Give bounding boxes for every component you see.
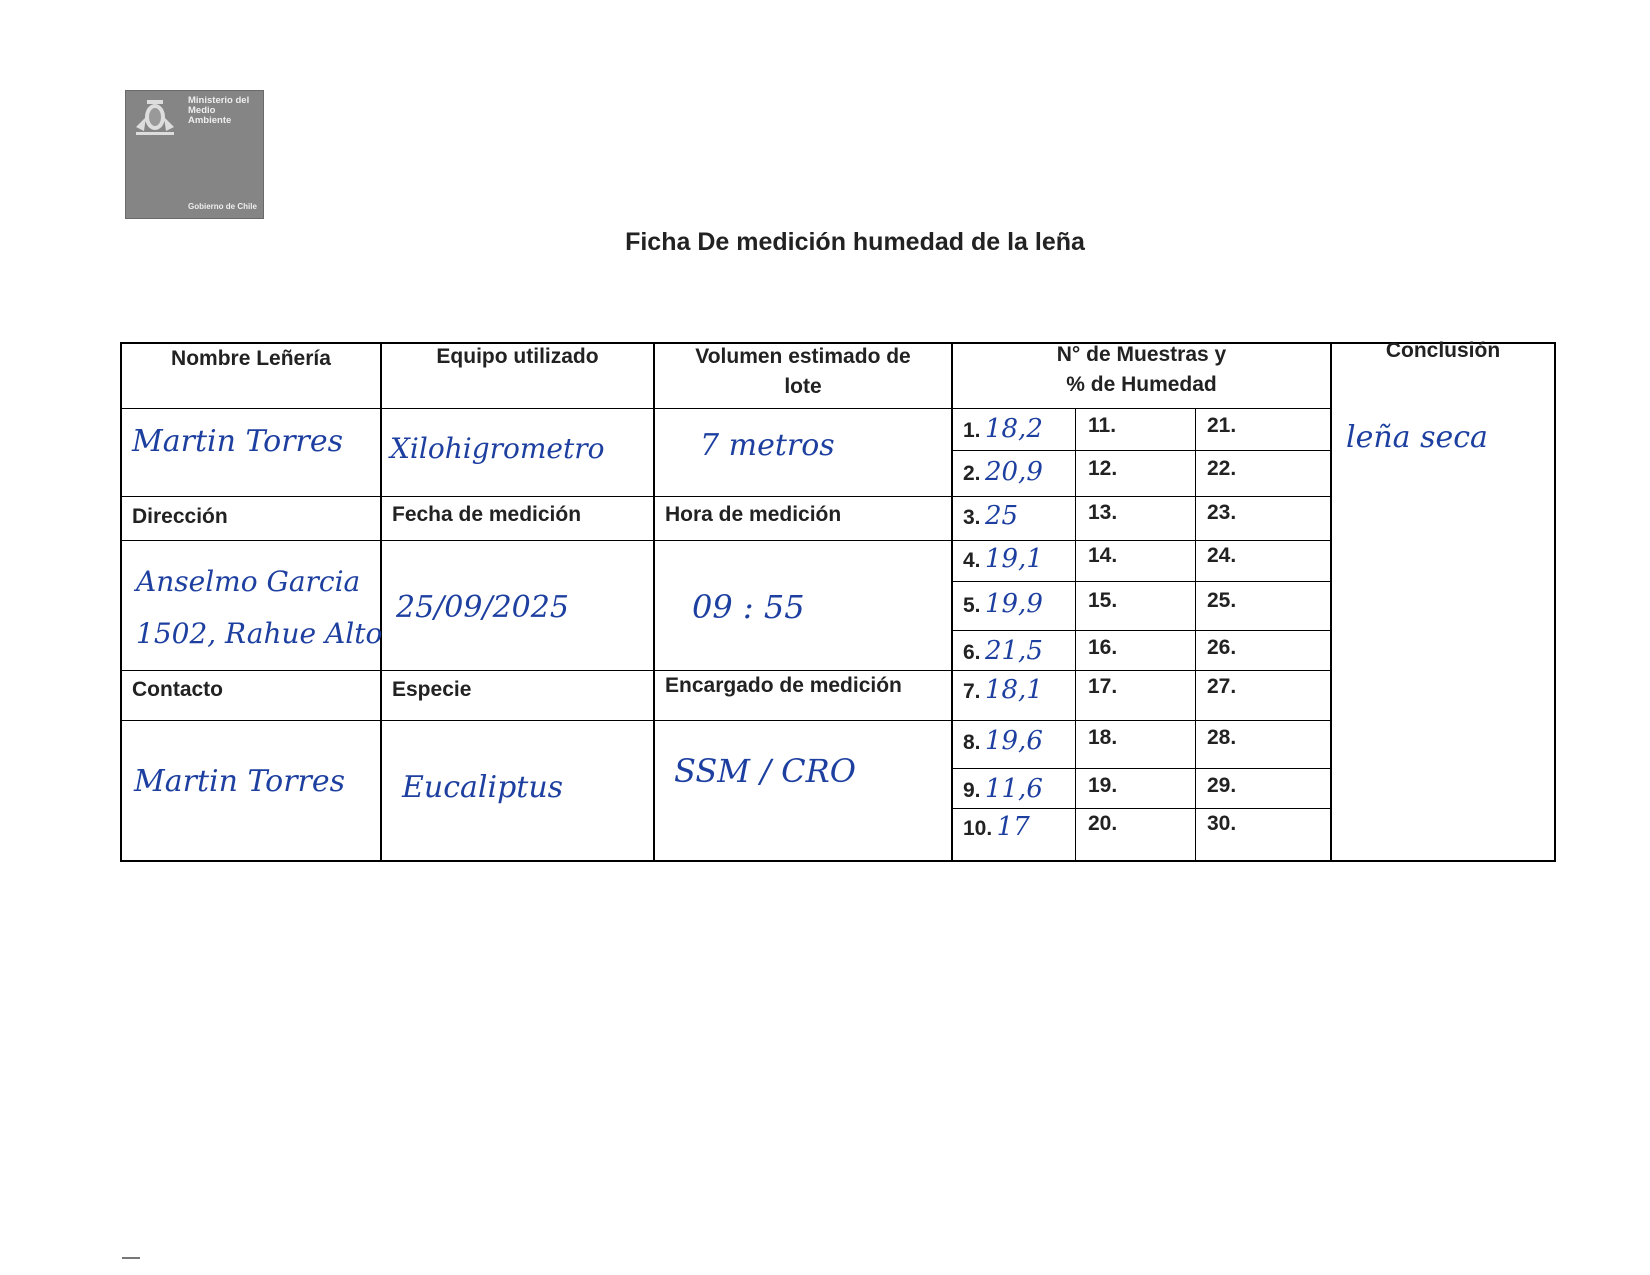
sample-27: 27. — [1207, 675, 1237, 698]
header-muestras: N° de Muestras y % de Humedad — [1056, 343, 1227, 396]
sample-7: 7. 18,1 — [963, 675, 1043, 705]
page-title: Ficha De medición humedad de la leña — [625, 228, 1085, 256]
sample-3: 3. 25 — [963, 501, 1019, 531]
label-fecha: Fecha de medición — [392, 503, 582, 526]
sample-8: 8. 19,6 — [963, 726, 1043, 756]
hora-value: 09 : 55 — [692, 588, 805, 626]
equipo-value: Xilohigrometro — [390, 432, 605, 465]
sample-9: 9. 11,6 — [963, 774, 1043, 804]
sample-5: 5. 19,9 — [963, 589, 1043, 619]
direccion-value: Anselmo Garcia 1502, Rahue Alto — [136, 565, 383, 650]
sample-18: 18. — [1088, 726, 1118, 749]
sample-28: 28. — [1207, 726, 1237, 749]
sample-23: 23. — [1207, 501, 1237, 524]
sample-25: 25. — [1207, 589, 1237, 612]
label-contacto: Contacto — [132, 678, 223, 701]
logo-footer: Gobierno de Chile — [188, 202, 257, 211]
header-volumen: Volumen estimado de lote — [695, 345, 911, 398]
sample-24: 24. — [1207, 544, 1237, 567]
sample-4: 4. 19,1 — [963, 544, 1043, 574]
label-encargado: Encargado de medición — [665, 674, 902, 697]
label-hora: Hora de medición — [665, 503, 842, 526]
sample-21: 21. — [1207, 414, 1237, 437]
conclusion-value: leña seca — [1346, 420, 1488, 455]
ministerio-logo — [125, 90, 264, 219]
sample-29: 29. — [1207, 774, 1237, 797]
sample-19: 19. — [1088, 774, 1118, 797]
sample-6: 6. 21,5 — [963, 636, 1043, 666]
logo-text: Ministerio del Medio Ambiente — [188, 95, 250, 126]
sample-12: 12. — [1088, 457, 1118, 480]
scan-mark — [122, 1257, 140, 1259]
sample-15: 15. — [1088, 589, 1118, 612]
sample-1: 1. 18,2 — [963, 414, 1043, 444]
sample-14: 14. — [1088, 544, 1118, 567]
sample-2: 2. 20,9 — [963, 457, 1043, 487]
sample-11: 11. — [1088, 414, 1117, 437]
header-equipo: Equipo utilizado — [436, 345, 599, 368]
sample-20: 20. — [1088, 812, 1118, 835]
sample-22: 22. — [1207, 457, 1237, 480]
volumen-value: 7 metros — [700, 428, 835, 463]
label-direccion: Dirección — [132, 505, 228, 528]
sample-13: 13. — [1088, 501, 1118, 524]
coat-of-arms-icon — [132, 97, 178, 137]
especie-value: Eucaliptus — [402, 770, 564, 805]
contacto-value: Martin Torres — [134, 764, 346, 799]
fecha-value: 25/09/2025 — [396, 590, 569, 625]
sample-26: 26. — [1207, 636, 1237, 659]
sample-16: 16. — [1088, 636, 1118, 659]
header-nombre: Nombre Leñería — [171, 347, 331, 370]
sample-30: 30. — [1207, 812, 1237, 835]
header-conclusion: Conclusión — [1385, 339, 1501, 362]
encargado-value: SSM / CRO — [674, 752, 856, 790]
label-especie: Especie — [392, 678, 472, 701]
sample-17: 17. — [1088, 675, 1118, 698]
nombre-value: Martin Torres — [132, 424, 344, 459]
sample-10: 10. 17 — [963, 812, 1030, 842]
